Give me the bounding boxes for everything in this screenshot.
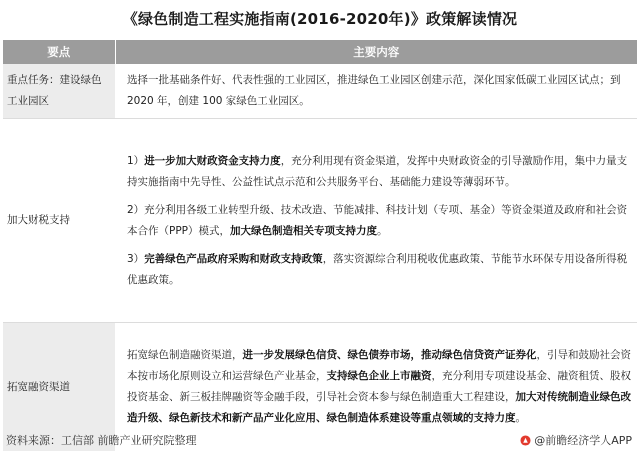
content-text: ，充分利用现有资金渠道，发挥中央财政资金的引导激励作用，集中力量支持实施指南中先导性、公益性试点示范和公共服务平台、基础能力建设等薄弱环节。	[127, 154, 628, 188]
row-content	[115, 64, 637, 119]
row-content	[115, 119, 637, 323]
brand-logo-icon	[520, 435, 531, 446]
content-paragraph	[127, 151, 631, 193]
content-text: ，充分利用专项建设基金、融资租赁、股权投资基金、新三板挂牌融资等金融手段，引导社会资本参与绿色制造重大工程建设，	[127, 370, 631, 403]
emphasis-text: 完善绿色产品政府采购和财政支持政策	[144, 252, 323, 265]
emphasis-text: 进一步发展绿色信贷、绿色债券市场，推动绿色信贷资产证券化	[242, 349, 537, 361]
header-key: 要点	[3, 40, 115, 64]
table-row	[3, 64, 637, 119]
row-key: 拓宽融资渠道	[3, 323, 115, 452]
content-paragraph	[127, 345, 631, 429]
header-content: 主要内容	[115, 40, 637, 64]
policy-table	[3, 40, 637, 451]
content-text: 选择一批基础条件好、代表性强的工业园区，推进绿色工业园区创建示范，深化国家低碳工业园区试点；到 2020 年，创建 100 家绿色工业园区。	[127, 74, 621, 107]
content-paragraph	[127, 200, 631, 242]
content-text: 。	[515, 412, 526, 424]
brand-credit	[520, 432, 632, 448]
table-row	[3, 119, 637, 323]
content-text: ，落实资源综合利用税收优惠政策、节能节水环保专用设备所得税优惠政策。	[127, 252, 628, 286]
emphasis-text: 支持绿色企业上市融资	[326, 370, 432, 382]
content-paragraph	[127, 70, 631, 112]
source-note: 资料来源：工信部 前瞻产业研究院整理	[6, 434, 197, 447]
row-key: 加大财税支持	[3, 119, 115, 323]
content-text: 3）	[127, 252, 145, 265]
content-text: 2）充分利用各级工业转型升级、技术改造、节能减排、科技计划（专项、基金）等资金渠道及政府和社会资本合作（PPP）模式，	[127, 203, 628, 237]
emphasis-text: 加大绿色制造相关专项支持力度	[230, 224, 377, 237]
emphasis-text: 进一步加大财政资金支持力度	[144, 154, 281, 167]
content-text: ，引导和鼓励社会资本按市场化原则设立和运营绿色产业基金，	[127, 349, 631, 382]
content-text: 。	[377, 224, 388, 237]
content-text: 1）	[127, 154, 145, 167]
page-title: 《绿色制造工程实施指南(2016-2020年)》政策解读情况	[122, 10, 518, 28]
content-paragraph	[127, 249, 631, 291]
row-key: 重点任务：建设绿色工业园区	[3, 64, 115, 119]
brand-text: @前瞻经济学人APP	[534, 434, 632, 447]
content-text: 拓宽绿色制造融资渠道，	[127, 349, 243, 361]
table-header-row	[3, 40, 637, 64]
emphasis-text: 加大对传统制造业绿色改造升级、绿色新技术和新产品产业化应用、绿色制造体系建设等重点领域的支持力度	[127, 391, 631, 424]
